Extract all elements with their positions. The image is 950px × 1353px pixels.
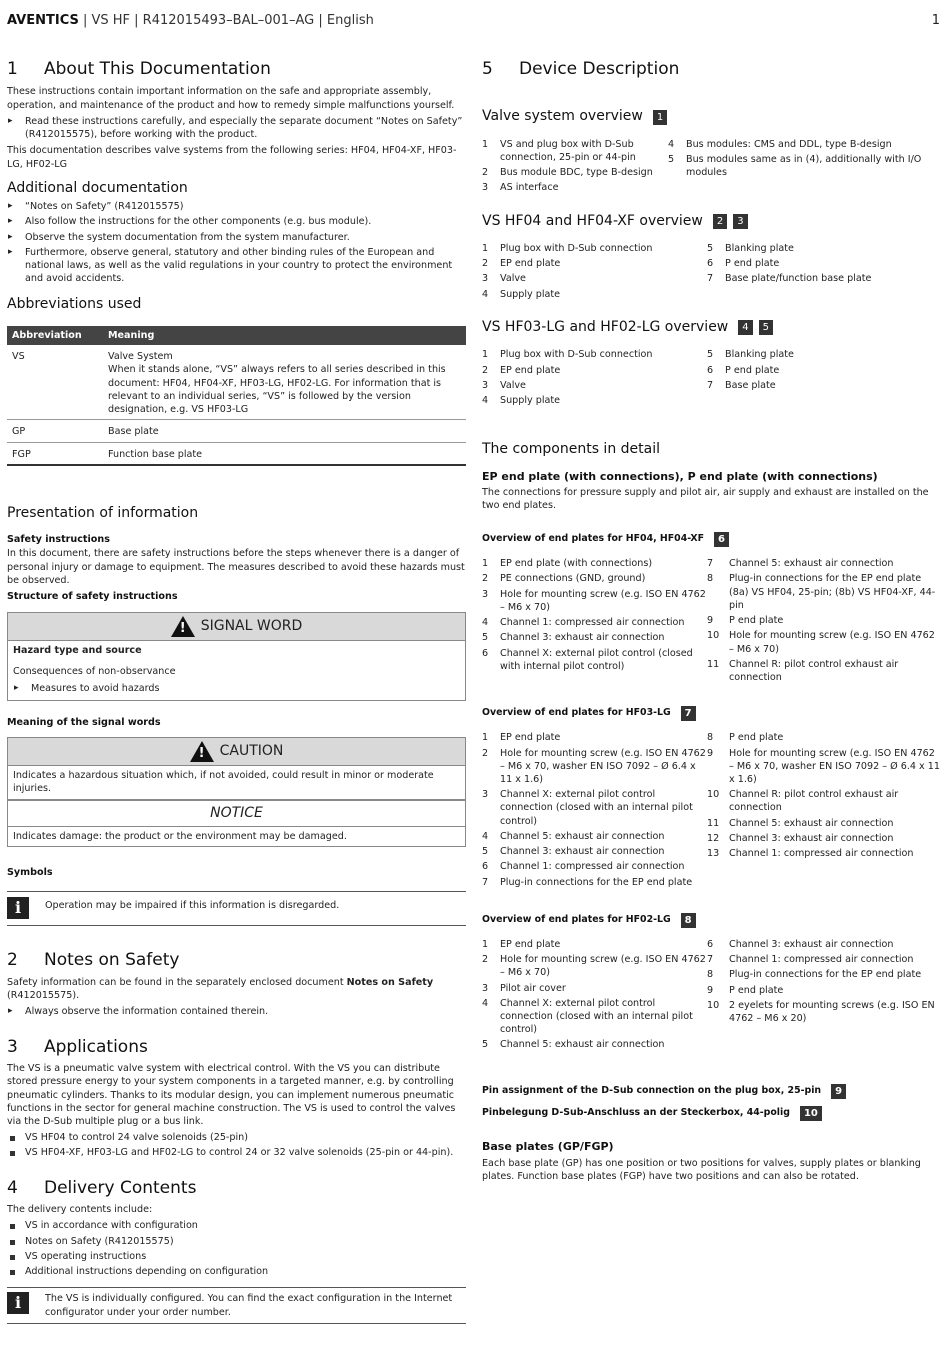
list-item: 5 Channel 5: exhaust air connection: [482, 1039, 665, 1051]
list-item: VS in accordance with configuration: [7, 1219, 466, 1232]
list-item: 5 Channel 3: exhaust air connection: [482, 632, 665, 644]
figure-badge: 4: [738, 320, 752, 335]
list-item: ▸ Furthermore, observe general, statutory and other binding rules of the European and national laws, as well as the valid regulations in your country to protect the environment and avoid accidents.: [7, 246, 466, 286]
hf02-end-plates-legend: [482, 938, 940, 1054]
base-plates-paragraph: Each base plate (GP) has one position or two positions for valves, supply plates or blanking plates. Function base plates (FGP) have two positions and can also be rotated.: [482, 1157, 921, 1183]
list-item: 3 Valve: [482, 273, 526, 285]
figure-badge: 7: [681, 706, 696, 721]
list-item: ▸ “Notes on Safety” (R412015575): [7, 200, 466, 213]
list-item: 1 EP end plate (with connections): [482, 558, 653, 570]
presentation-heading: Presentation of information: [7, 504, 199, 521]
list-item: 1 EP end plate: [482, 732, 561, 744]
meaning-cell: Base plate: [103, 420, 466, 442]
page-number: 1: [931, 13, 940, 28]
list-item: 11 Channel 5: exhaust air connection: [707, 817, 894, 829]
right-column: [482, 58, 940, 1186]
list-item: 4 Channel X: external pilot control connection (closed with an internal pilot control): [482, 997, 693, 1036]
list-item: 1 EP end plate: [482, 938, 561, 950]
safety-instructions-heading: Safety instructions: [7, 534, 110, 546]
measures-text: ▸ Measures to avoid hazards: [13, 682, 460, 695]
brand-name: AVENTICS: [7, 13, 79, 28]
signal-word: SIGNAL WORD: [200, 618, 303, 635]
hf03-overview-heading: VS HF03-LG and HF02-LG overview 4 5: [482, 318, 940, 337]
list-item: 9 P end plate: [707, 615, 784, 627]
hf03-end-plates-legend: [482, 731, 940, 891]
table-row: [7, 345, 466, 420]
list-item: 2 Bus module BDC, type B-design: [482, 167, 653, 179]
signal-word-box: [7, 612, 466, 701]
info-icon: i: [7, 897, 29, 919]
list-item: 10 Channel R: pilot control exhaust air connection: [707, 789, 899, 814]
abbreviations-table: [7, 326, 466, 466]
table-header-row: [7, 326, 466, 345]
list-item: 11 Channel R: pilot control exhaust air connection: [707, 658, 899, 684]
components-heading: The components in detail: [482, 441, 660, 458]
document-id: | VS HF | R412015493–BAL–001–AG | English: [78, 13, 374, 28]
list-item: 7 Base plate/function base plate: [707, 273, 872, 285]
info-box: [7, 891, 466, 926]
list-item: 4 Supply plate: [482, 394, 561, 406]
pin-25-heading: Pin assignment of the D-Sub connection on the plug box, 25-pin 9: [482, 1084, 940, 1099]
list-item: ▸ Also follow the instructions for the other components (e.g. bus module).: [7, 215, 466, 228]
meaning-cell: Function base plate: [103, 442, 466, 465]
left-column: [7, 58, 466, 1324]
caution-word: CAUTION: [219, 743, 284, 760]
figure-badge: 9: [831, 1084, 846, 1099]
list-item: 2 EP end plate: [482, 364, 561, 376]
list-item: ▸ Observe the system documentation from the system manufacturer.: [7, 231, 466, 244]
notice-word: NOTICE: [8, 801, 465, 827]
figure-badge: 2: [713, 214, 727, 229]
section-4-heading: 4 Delivery Contents: [7, 1177, 197, 1198]
safety-paragraph: In this document, there are safety instructions before the steps whenever there is a danger of personal injury or damage to equipment. The measures described to avoid these hazards must be observed.: [7, 548, 465, 586]
list-item: 5 Blanking plate: [707, 349, 794, 361]
notice-box: [7, 801, 466, 848]
list-item: Additional instructions depending on configuration: [7, 1265, 466, 1278]
hf02-end-plates-heading: Overview of end plates for HF02-LG 8: [482, 913, 940, 928]
hf04-overview-heading: VS HF04 and HF04-XF overview 2 3: [482, 212, 940, 231]
intro-paragraph: These instructions contain important information on the safe and appropriate assembly, operation, and maintenance of the product and how to remedy simple malfunctions yourself.: [7, 86, 455, 111]
list-item: 3 AS interface: [482, 182, 559, 194]
list-item: 5 Blanking plate: [707, 243, 794, 255]
figure-badge: 5: [759, 320, 773, 335]
list-item: VS HF04-XF, HF03-LG and HF02-LG to control 24 or 32 valve solenoids (25-pin or 44-pin).: [7, 1146, 466, 1159]
additional-doc-heading: Additional documentation: [7, 179, 188, 196]
caution-text: Indicates a hazardous situation which, if not avoided, could result in minor or moderate injuries.: [8, 766, 465, 799]
list-item: 6 Channel 1: compressed air connection: [482, 861, 685, 873]
figure-badge: 10: [800, 1106, 822, 1121]
symbols-heading: Symbols: [7, 867, 53, 879]
list-item: VS operating instructions: [7, 1250, 466, 1263]
valve-system-legend: [482, 138, 940, 197]
consequences-text: Consequences of non-observance: [13, 666, 176, 678]
list-item: VS HF04 to control 24 valve solenoids (25-pin): [7, 1131, 466, 1144]
page-header: [7, 12, 374, 30]
notice-text: Indicates damage: the product or the environment may be damaged.: [13, 830, 347, 842]
section-3-heading: 3 Applications: [7, 1036, 148, 1057]
list-item: 6 P end plate: [707, 258, 780, 270]
section-1-heading: 1 About This Documentation: [7, 59, 271, 79]
list-item: 8 P end plate: [707, 732, 784, 744]
warning-icon: [171, 616, 195, 637]
list-item: 7 Channel 5: exhaust air connection: [707, 558, 894, 570]
figure-badge: 8: [681, 913, 696, 928]
delivery-paragraph: The delivery contents include:: [7, 1204, 153, 1216]
hazard-label: Hazard type and source: [13, 645, 142, 657]
ep-end-plate-paragraph: The connections for pressure supply and pilot air, air supply and exhaust are installed on the two end plates.: [482, 486, 929, 511]
list-item: 4 Bus modules: CMS and DDL, type B-design: [668, 138, 892, 150]
info-text: Operation may be impaired if this information is disregarded.: [45, 900, 340, 912]
info-icon: i: [7, 1292, 29, 1314]
list-item: 2 EP end plate: [482, 258, 561, 270]
list-item: 3 Valve: [482, 379, 526, 391]
column-header: Abbreviation: [7, 326, 103, 345]
applications-paragraph: The VS is a pneumatic valve system with electrical control. With the VS you can distribute stored pressure energy to your system components in a targeted manner, e.g. by controlling pneumatic cylinders. Thanks to its modular design, you can implement numerous pneumatic functions in the sector for general machine construction. The VS is used to control the valves via the D-Sub multiple plug or a bus link.: [7, 1063, 456, 1127]
list-item: 4 Channel 5: exhaust air connection: [482, 830, 665, 842]
abbr-cell: FGP: [7, 442, 103, 465]
list-item: 8 Plug-in connections for the EP end plate (8a) VS HF04, 25-pin; (8b) VS HF04-XF, 44-pin: [707, 573, 936, 611]
list-item: 6 Channel X: external pilot control (closed with internal pilot control): [482, 647, 693, 672]
list-item: 6 P end plate: [707, 364, 780, 376]
list-item: 4 Channel 1: compressed air connection: [482, 617, 685, 629]
ep-end-plate-heading: EP end plate (with connections), P end plate (with connections): [482, 469, 878, 483]
list-item: 1 Plug box with D-Sub connection: [482, 349, 653, 361]
list-item: ▸ Always observe the information contained therein.: [7, 1005, 466, 1018]
base-plates-heading: Base plates (GP/FGP): [482, 1139, 614, 1153]
additional-doc-list: [7, 200, 466, 285]
hf03-end-plates-heading: Overview of end plates for HF03-LG 7: [482, 706, 940, 721]
pin-44-heading: Pinbelegung D-Sub-Anschluss an der Steckerbox, 44-polig 10: [482, 1106, 940, 1121]
list-item: 10 Hole for mounting screw (e.g. ISO EN 4762 – M6 x 70): [707, 630, 935, 655]
list-item: 7 Plug-in connections for the EP end plate: [482, 876, 693, 888]
list-item: 2 Hole for mounting screw (e.g. ISO EN 4762 – M6 x 70): [482, 954, 706, 979]
section-5-heading: 5 Device Description: [482, 59, 680, 79]
list-item: 13 Channel 1: compressed air connection: [707, 848, 914, 860]
list-item: 4 Supply plate: [482, 288, 561, 300]
valve-system-overview-heading: Valve system overview 1: [482, 107, 940, 126]
list-item: 6 Channel 3: exhaust air connection: [707, 938, 894, 950]
hf04-legend: [482, 242, 940, 303]
list-item: 1 Plug box with D-Sub connection: [482, 243, 653, 255]
list-item: Notes on Safety (R412015575): [7, 1235, 466, 1248]
list-item: 2 PE connections (GND, ground): [482, 573, 646, 585]
list-item: 12 Channel 3: exhaust air connection: [707, 832, 894, 844]
list-item: 3 Pilot air cover: [482, 982, 566, 994]
column-header: Meaning: [103, 326, 466, 345]
list-item: 9 Hole for mounting screw (e.g. ISO EN 4762 – M6 x 70, washer EN ISO 7092 – Ø 6.4 x 11 x 1.6): [707, 747, 940, 785]
table-row: [7, 420, 466, 442]
intro-instruction: ▸ Read these instructions carefully, and especially the separate document “Notes on Safety” (R412015575), before working with the product.: [7, 115, 466, 141]
hf04-end-plates-legend: [482, 557, 940, 686]
list-item: 7 Channel 1: compressed air connection: [707, 954, 914, 966]
list-item: 2 Hole for mounting screw (e.g. ISO EN 4762 – M6 x 70, washer EN ISO 7092 – Ø 6.4 x 11 x 1.6): [482, 747, 706, 785]
hf03-legend: [482, 348, 940, 409]
list-item: 7 Base plate: [707, 379, 776, 391]
list-item: 1 VS and plug box with D-Sub connection, 25-pin or 44-pin: [482, 138, 636, 163]
list-item: 3 Hole for mounting screw (e.g. ISO EN 4762 – M6 x 70): [482, 588, 706, 613]
list-item: 8 Plug-in connections for the EP end plate: [707, 969, 922, 981]
section-2-heading: 2 Notes on Safety: [7, 950, 180, 971]
structure-heading: Structure of safety instructions: [7, 591, 178, 603]
list-item: 5 Channel 3: exhaust air connection: [482, 846, 665, 858]
meaning-cell: Valve System When it stands alone, “VS” always refers to all series described in this document: HF04, HF04-XF, HF03-LG, HF02-LG. For information that is relevant to an individual series, “VS” is followed by the version designation, e.g. VS HF03-LG: [103, 345, 466, 420]
info-box: [7, 1287, 466, 1323]
warning-icon: [190, 741, 214, 762]
signal-words-heading: Meaning of the signal words: [7, 716, 161, 728]
list-item: 5 Bus modules same as in (4), additionally with I/O modules: [668, 154, 922, 179]
figure-badge: 3: [733, 214, 747, 229]
list-item: 9 P end plate: [707, 984, 784, 996]
table-row: [7, 442, 466, 465]
safety-ref-paragraph: Safety information can be found in the separately enclosed document Notes on Safety (R412015575).: [7, 976, 434, 1002]
abbr-cell: VS: [7, 345, 103, 420]
list-item: 10 2 eyelets for mounting screws (e.g. ISO EN 4762 – M6 x 20): [707, 999, 935, 1025]
caution-box: [7, 737, 466, 800]
list-item: 3 Channel X: external pilot control connection (closed with an internal pilot control): [482, 789, 693, 827]
figure-badge: 6: [714, 532, 729, 547]
abbreviations-heading: Abbreviations used: [7, 295, 142, 312]
info-text: The VS is individually configured. You can find the exact configuration in the Internet configurator under your order number.: [45, 1293, 453, 1318]
hf04-end-plates-heading: Overview of end plates for HF04, HF04-XF 6: [482, 532, 940, 547]
series-paragraph: This documentation describes valve systems from the following series: HF04, HF04-XF, HF03-LG, HF02-LG: [7, 145, 457, 170]
abbr-cell: GP: [7, 420, 103, 442]
figure-badge: 1: [653, 110, 667, 125]
